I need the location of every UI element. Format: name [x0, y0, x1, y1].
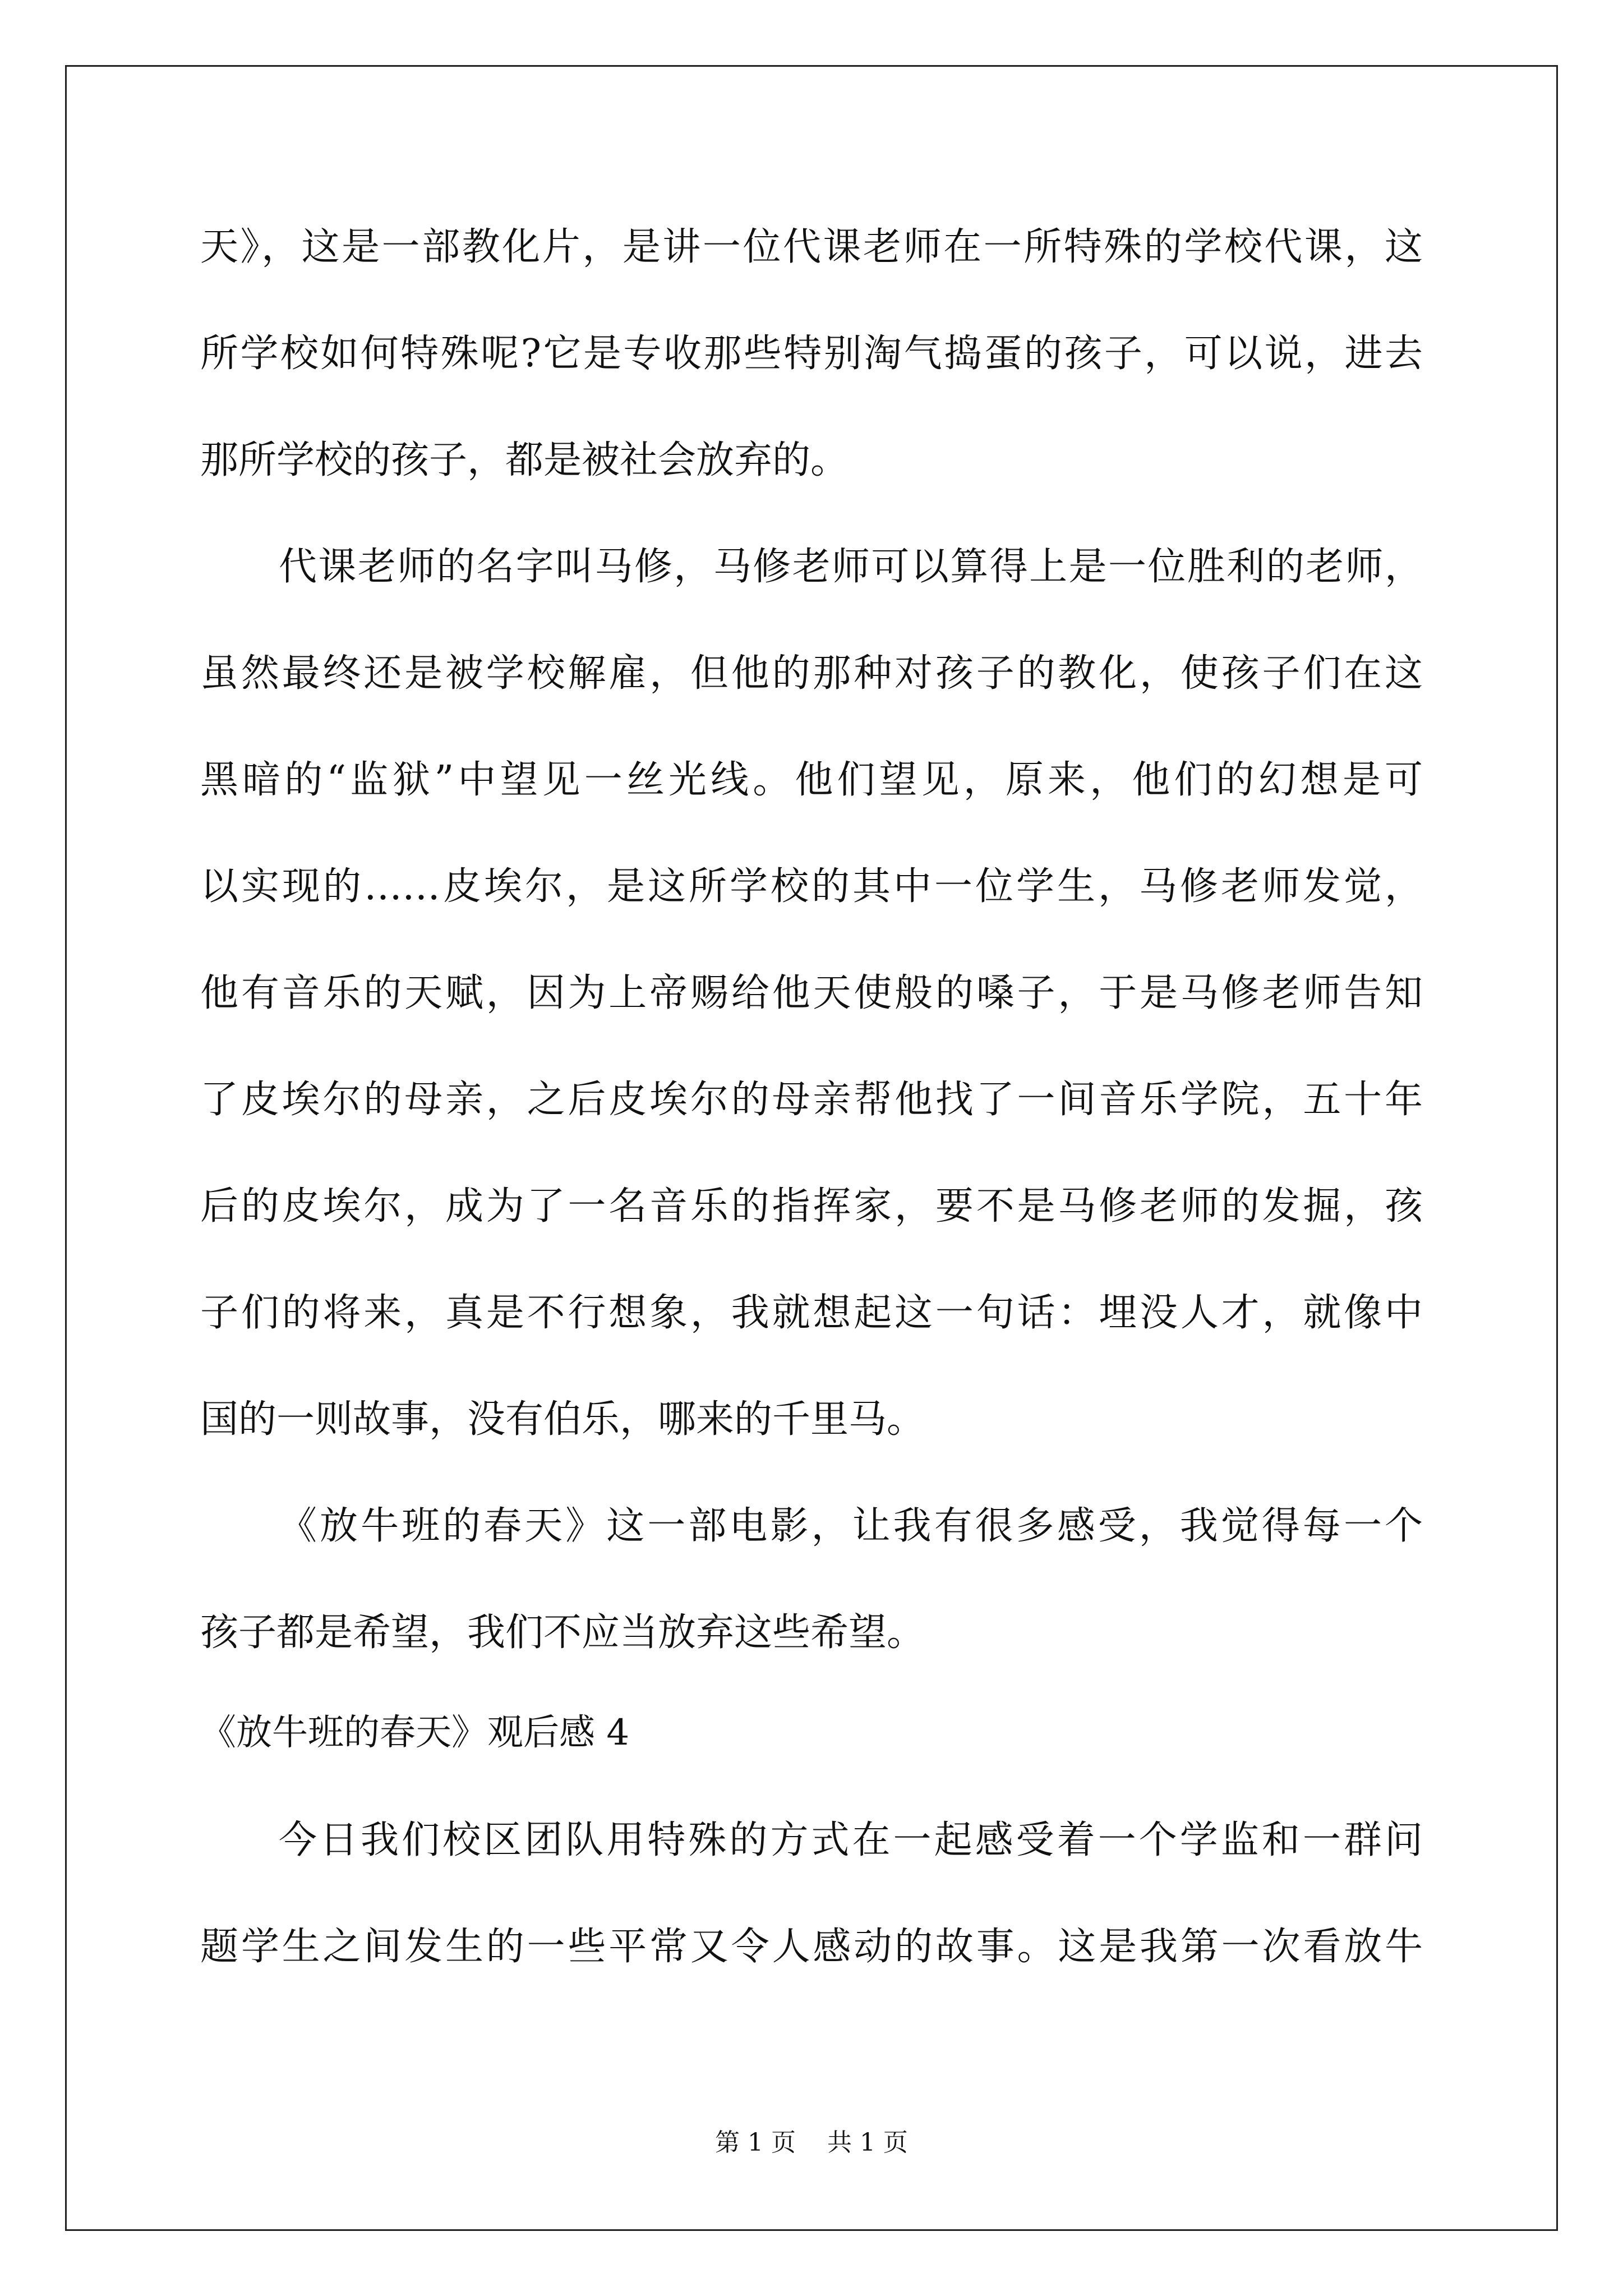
paragraph-line: 国的一则故事，没有伯乐，哪来的千里马。 [200, 1397, 925, 1442]
paragraph-line: 后的皮埃尔，成为了一名音乐的指挥家，要不是马修老师的发掘，孩 [200, 1184, 1423, 1228]
paragraph-line: 那所学校的孩子，都是被社会放弃的。 [200, 438, 849, 482]
paragraph-line: 他有音乐的天赋，因为上帝赐给他天使般的嗓子，于是马修老师告知 [200, 971, 1423, 1015]
page-border [65, 65, 1558, 2231]
paragraph-line: 《放牛班的春天》这一部电影，让我有很多感受，我觉得每一个 [279, 1504, 1423, 1548]
paragraph-line: 所学校如何特殊呢?它是专收那些特别淘气捣蛋的孩子，可以说，进去 [200, 332, 1423, 376]
paragraph-line: 孩子都是希望，我们不应当放弃这些希望。 [200, 1611, 925, 1655]
paragraph-line: 今日我们校区团队用特殊的方式在一起感受着一个学监和一群问 [279, 1818, 1423, 1862]
paragraph-line: 以实现的……皮埃尔，是这所学校的其中一位学生，马修老师发觉， [200, 864, 1423, 909]
paragraph-line: 虽然最终还是被学校解雇，但他的那种对孩子的教化，使孩子们在这 [200, 651, 1423, 696]
paragraph-line: 了皮埃尔的母亲，之后皮埃尔的母亲帮他找了一间音乐学院，五十年 [200, 1078, 1423, 1122]
paragraph-line: 天》，这是一部教化片，是讲一位代课老师在一所特殊的学校代课，这 [200, 225, 1423, 269]
section-heading: 《放牛班的春天》观后感 4 [200, 1712, 630, 1754]
paragraph-line: 黑暗的“监狱”中望见一丝光线。他们望见，原来，他们的幻想是可 [200, 758, 1423, 802]
page-number-footer: 第 1 页 共 1 页 [715, 2128, 908, 2157]
paragraph-line: 子们的将来，真是不行想象，我就想起这一句话：埋没人才，就像中 [200, 1291, 1423, 1335]
paragraph-line: 代课老师的名字叫马修，马修老师可以算得上是一位胜利的老师， [279, 545, 1423, 589]
paragraph-line: 题学生之间发生的一些平常又令人感动的故事。这是我第一次看放牛 [200, 1925, 1423, 1969]
